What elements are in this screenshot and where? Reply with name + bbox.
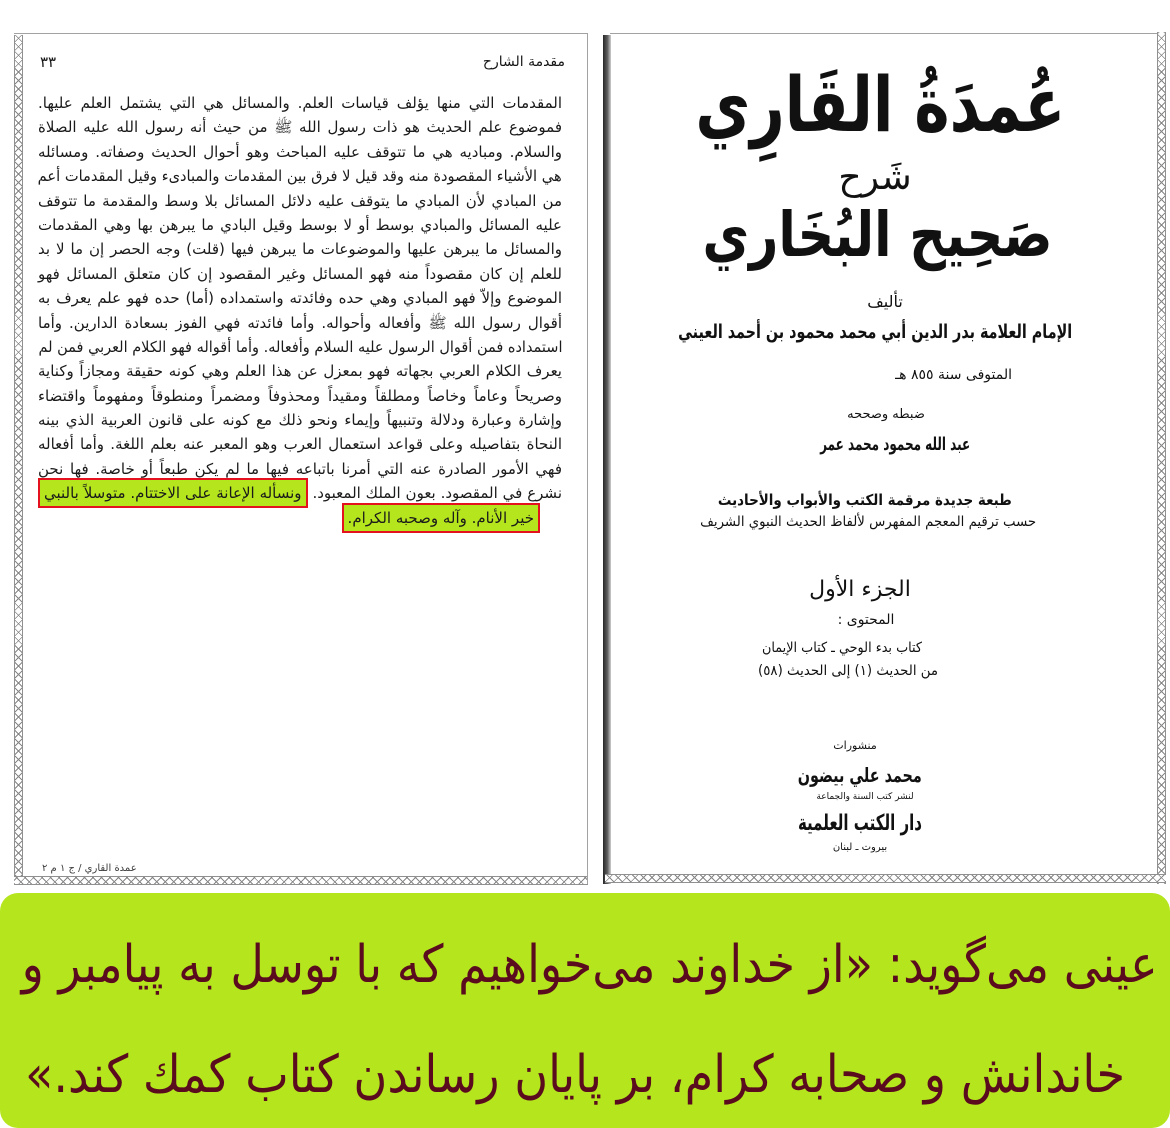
contents-line-text: كتاب بدء الوحي ـ كتاب الإيمان xyxy=(762,640,922,656)
edition-note-text: طبعة جديدة مرقمة الكتب والأبواب والأحاديث xyxy=(718,491,1012,509)
book-subtitle xyxy=(702,195,1052,275)
body-line xyxy=(38,140,562,164)
publisher-logo-text: دار الكتب العلمية xyxy=(798,811,922,836)
author-name xyxy=(678,319,1072,345)
edition-note-line-1 xyxy=(718,490,1012,510)
body-line xyxy=(38,164,562,188)
body-line xyxy=(38,481,562,505)
body-line xyxy=(38,311,562,335)
author-death-date-text: المتوفى سنة ٨٥٥ هـ xyxy=(895,367,1012,383)
body-line xyxy=(38,432,562,456)
book-title-text: عُمدَةُ القَارِي xyxy=(695,60,1065,149)
publisher-logo xyxy=(798,810,922,838)
caption-banner xyxy=(0,893,1170,1128)
caption-line-text: عینی می‌گوید: «از خداوند می‌خواهیم که با توسل به پیامبر و xyxy=(22,935,1158,995)
caption-line-text: خاندانش و صحابه کرام، بر پایان رساندن کتاب کمك کند.» xyxy=(25,1045,1125,1105)
page-right-edge xyxy=(587,33,588,884)
page-number: ٣٣ xyxy=(40,53,57,71)
body-line xyxy=(38,408,562,432)
caption-line-1 xyxy=(22,925,1158,1005)
book-title xyxy=(695,55,1065,155)
body-line xyxy=(38,359,562,383)
body-line xyxy=(38,506,562,530)
body-line-text: أقوال رسول الله ﷺ وأفعاله وأحواله. وأما فائدته فهي الفوز بسعادة الدارين. وأما xyxy=(38,313,562,332)
body-line xyxy=(38,237,562,261)
body-line-text: فهي الأمور الصادرة عنه التي أمرنا باتباعه فيها ما لم يكن طبعاً أو خاصة. فها نحن xyxy=(38,459,562,478)
body-line-text: وصريحاً وعاماً وخاصاً ومطلقاً ومقيداً ومحذوفاً ومضمراً ومنطوقاً ومفهوماً واقتضاء xyxy=(38,386,562,405)
page-footer-signature: عمدة القاري / ج ١ م ٢ xyxy=(42,863,137,874)
book-subtitle-text: صَحِيح البُخَاري xyxy=(702,198,1052,271)
body-line xyxy=(38,213,562,237)
body-line-text: والمسائل ما يبرهن عليها والموضوعات ما يبرهن فيها (قلت) وجه الحصر إن ما لا بد xyxy=(38,240,562,259)
highlight-box-1: ونسأله الإعانة على الاختتام. متوسلاً بالنبي xyxy=(38,478,308,508)
publisher-tagline xyxy=(810,791,920,803)
contents-line-text: من الحديث (١) إلى الحديث (٥٨) xyxy=(758,663,938,679)
caption-line-2 xyxy=(25,1035,1125,1115)
running-header-title: مقدمة الشارح xyxy=(482,54,565,70)
body-line xyxy=(38,262,562,286)
body-line-text: والسلام. ومباديه هي ما تتوقف عليه المباحث وهو أحوال الحديث وصفاته. ومسائله xyxy=(38,142,562,161)
right-book-page-title xyxy=(600,30,1168,886)
author-death-date xyxy=(895,365,1012,385)
book-gutter-shadow xyxy=(603,35,611,884)
body-line-text xyxy=(38,481,562,505)
body-line xyxy=(38,384,562,408)
highlight-box-2: خير الأنام. وآله وصحبه الكرام. xyxy=(342,503,540,533)
edition-note-line-2 xyxy=(700,512,1036,532)
body-line-text: يعرف الكلام العربي بجهاته فهو بمعزل عن هذا العلم وهي كونه حقيقة ومجازاً وكناية xyxy=(38,362,562,381)
edition-note-text: حسب ترقيم المعجم المفهرس لألفاظ الحديث النبوي الشريف xyxy=(700,514,1036,530)
publisher-label xyxy=(825,739,885,753)
body-line-text: فموضوع علم الحديث هو ذات رسول الله ﷺ من حيث أنه رسول الله عليه الصلاة xyxy=(38,118,562,137)
decorative-border-bottom xyxy=(14,876,588,885)
decorative-border-left xyxy=(14,35,23,884)
body-line xyxy=(38,335,562,359)
book-subtitle-connector-text: شَرح xyxy=(838,157,912,198)
publisher-signature-text: محمد علي بيضون xyxy=(798,763,922,787)
contents-line-2 xyxy=(758,662,938,680)
publisher-city xyxy=(830,841,890,855)
editor-name-text: عبد الله محمود محمد عمر xyxy=(820,434,970,455)
body-text xyxy=(38,91,562,530)
editor-label xyxy=(836,406,936,424)
contents-label xyxy=(830,611,902,629)
decorative-border-bottom xyxy=(605,874,1166,883)
body-line-text: وإشارة وعبارة ودلالة وتنبيهاً وإيماء ونحو ذلك مع كونه على قانون العربية الذي بينه xyxy=(38,411,562,430)
contents-label-text: المحتوى : xyxy=(837,612,895,628)
body-line-text: للعلم إن كان مقصوداً منه فهو المسائل وغير المقصود إن كان متعلق المسائل فهو xyxy=(38,264,562,283)
decorative-border-right xyxy=(1157,32,1166,884)
author-name-text: الإمام العلامة بدر الدين أبي محمد محمود بن أحمد العيني xyxy=(678,321,1072,343)
body-line-text: من المبادي لأن المبادي ما يتوقف عليه دلائل المسائل بلا وسط والمقدمة ما تتوقف xyxy=(38,191,562,210)
body-line-text: الموضوع وإلاّ فهو المبادي وهي حده وفائدته واستمداده (أما) حده فهو علم يعرف به xyxy=(38,289,562,308)
volume-label-text: الجزء الأول xyxy=(809,577,911,602)
body-line xyxy=(38,286,562,310)
publisher-tagline-text: لنشر كتب السنة والجماعة xyxy=(816,792,914,802)
body-line-text: المقدمات التي منها يؤلف قياسات العلم. والمسائل هي التي يشتمل العلم عليها. xyxy=(38,94,562,112)
body-line xyxy=(38,91,562,115)
editor-label-text: ضبطه وصححه xyxy=(847,407,925,422)
body-line-text: هي الأشياء المقصودة منه وقد قيل لا فرق بين المقدمات والمبادىء وقيل المقدمات أعم xyxy=(38,167,562,186)
body-line-plain-segment: نشرع في المقصود. بعون الملك المعبود. xyxy=(312,484,562,503)
publisher-label-text: منشورات xyxy=(833,739,877,752)
body-line-text: النحاة بتفاصيله وعلى قواعد استعمال العرب وهو المعبر عنه بعلم اللغة. وأما أفعاله xyxy=(38,435,562,454)
contents-line-1 xyxy=(762,639,922,657)
body-line xyxy=(38,115,562,139)
editor-name xyxy=(820,433,970,457)
volume-label xyxy=(805,576,915,604)
publisher-city-text: بيروت ـ لبنان xyxy=(832,842,888,853)
author-label xyxy=(835,291,935,313)
publisher-signature xyxy=(798,762,922,788)
author-label-text: تأليف xyxy=(867,292,903,311)
page-top-edge xyxy=(610,33,1166,34)
body-line xyxy=(38,189,562,213)
body-line-text: عليه المسائل والمبادي بوسط أو لا بوسط وقيل البادي ما يبرهن بها وهي المقدمات xyxy=(38,215,562,234)
left-book-page xyxy=(10,30,592,886)
page-top-edge xyxy=(14,33,588,34)
body-line-text: استمداده فمن أقوال الرسول عليه السلام وأفعاله. وأما أقواله فهو الكلام العربي فمن لم xyxy=(38,337,562,356)
